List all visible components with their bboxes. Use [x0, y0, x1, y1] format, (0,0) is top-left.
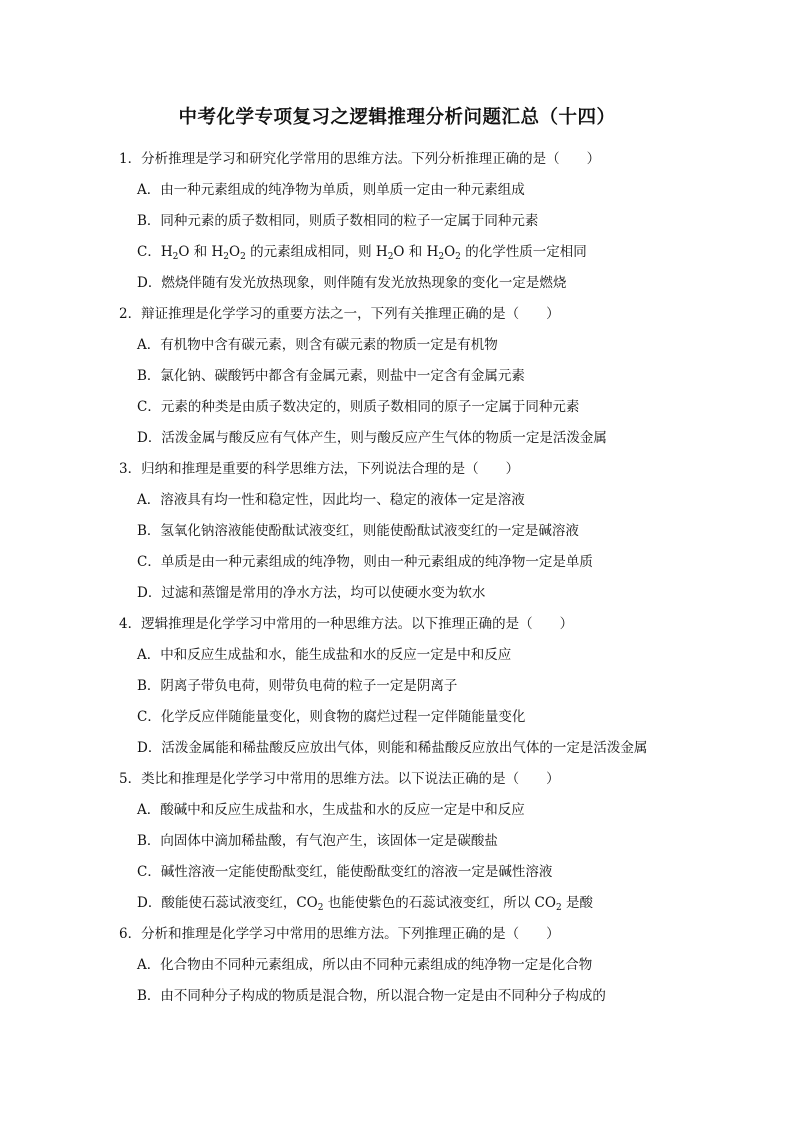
question-3-option-d: D．过滤和蒸馏是常用的净水方法，均可以使硬水变为软水 — [137, 585, 486, 601]
question-1-stem: 1．分析推理是学习和研究化学常用的思维方法。下列分析推理正确的是（ ） — [119, 151, 601, 167]
question-6-stem: 6．分析和推理是化学学习中常用的思维方法。下列推理正确的是（ ） — [119, 926, 560, 942]
question-6-option-a: A．化合物由不同种元素组成，所以由不同种元素组成的纯净物一定是化合物 — [137, 957, 593, 973]
question-5-option-d: D．酸能使石蕊试液变红，$CO_2$ 也能使紫色的石蕊试液变红，所以 $CO_2$ 是酸 — [137, 895, 593, 913]
question-5-stem: 5．类比和推理是化学学习中常用的思维方法。以下说法正确的是（ ） — [119, 771, 560, 787]
page-title: 中考化学专项复习之逻辑推理分析问题汇总（十四） — [178, 107, 616, 128]
question-2-option-c: C．元素的种类是由质子数决定的，则质子数相同的原子一定属于同种元素 — [137, 399, 580, 415]
question-3-option-c: C．单质是由一种元素组成的纯净物，则由一种元素组成的纯净物一定是单质 — [137, 554, 593, 570]
question-3-option-a: A．溶液具有均一性和稳定性，因此均一、稳定的液体一定是溶液 — [137, 492, 525, 508]
question-1-option-c: C．$H_2O$ 和 $H_2O_2$ 的元素组成相同，则 $H_2O$ 和 $H_2O_2$ 的化学性质一定相同 — [137, 244, 587, 262]
question-1-option-a: A．由一种元素组成的纯净物为单质，则单质一定由一种元素组成 — [137, 182, 525, 198]
question-2-option-a: A．有机物中含有碳元素，则含有碳元素的物质一定是有机物 — [137, 337, 498, 353]
question-5-option-a: A．酸碱中和反应生成盐和水，生成盐和水的反应一定是中和反应 — [137, 802, 525, 818]
question-4-stem: 4．逻辑推理是化学学习中常用的一种思维方法。以下推理正确的是（ ） — [119, 616, 574, 632]
question-5-option-b: B．向固体中滴加稀盐酸，有气泡产生，该固体一定是碳酸盐 — [137, 833, 498, 849]
question-3-stem: 3．归纳和推理是重要的科学思维方法，下列说法合理的是（ ） — [119, 461, 520, 477]
question-4-option-d: D．活泼金属能和稀盐酸反应放出气体，则能和稀盐酸反应放出气体的一定是活泼金属 — [137, 740, 648, 756]
question-2-option-d: D．活泼金属与酸反应有气体产生，则与酸反应产生气体的物质一定是活泼金属 — [137, 430, 607, 446]
question-1-option-b: B．同种元素的质子数相同，则质子数相同的粒子一定属于同种元素 — [137, 213, 539, 229]
question-4-option-b: B．阴离子带负电荷，则带负电荷的粒子一定是阴离子 — [137, 678, 458, 694]
question-3-option-b: B．氢氧化钠溶液能使酚酞试液变红，则能使酚酞试液变红的一定是碱溶液 — [137, 523, 579, 539]
question-4-option-c: C．化学反应伴随能量变化，则食物的腐烂过程一定伴随能量变化 — [137, 709, 526, 725]
question-4-option-a: A．中和反应生成盐和水，能生成盐和水的反应一定是中和反应 — [137, 647, 512, 663]
question-2-option-b: B．氯化钠、碳酸钙中都含有金属元素，则盐中一定含有金属元素 — [137, 368, 525, 384]
question-5-option-c: C．碱性溶液一定能使酚酞变红，能使酚酞变红的溶液一定是碱性溶液 — [137, 864, 553, 880]
question-1-option-d: D．燃烧伴随有发光放热现象，则伴随有发光放热现象的变化一定是燃烧 — [137, 275, 567, 291]
question-6-option-b: B．由不同种分子构成的物质是混合物，所以混合物一定是由不同种分子构成的 — [137, 988, 606, 1004]
question-2-stem: 2．辩证推理是化学学习的重要方法之一，下列有关推理正确的是（ ） — [119, 306, 560, 322]
